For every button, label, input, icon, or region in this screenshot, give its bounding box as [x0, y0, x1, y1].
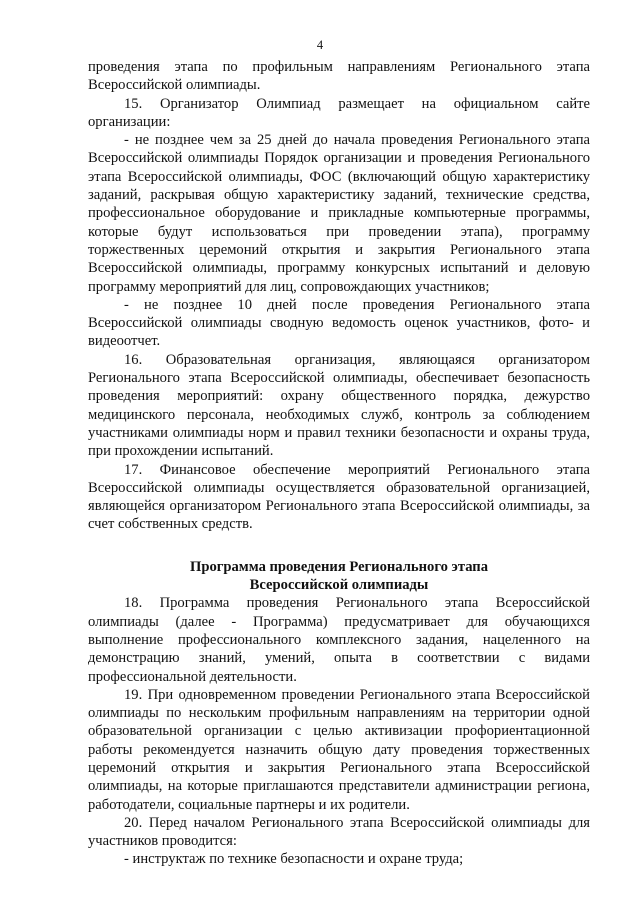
paragraph-15: 15. Организатор Олимпиад размещает на официальном сайте организации:	[88, 95, 590, 130]
section-heading-line1: Программа проведения Регионального этапа	[189, 558, 489, 575]
document-body	[88, 58, 590, 869]
paragraph-15-item-b: - не позднее 10 дней после проведения Регионального этапа Всероссийской олимпиады сводную ведомость оценок участников, фото- и видеоотчет.	[88, 296, 590, 350]
paragraph-20: 20. Перед началом Регионального этапа Всероссийской олимпиады для участников проводится:	[88, 814, 590, 850]
paragraph-15-item-a: - не позднее чем за 25 дней до начала проведения Регионального этапа Всероссийской олимпиады Порядок организации и проведения Регионального этапа Всероссийской олимпиады, ФОС (включающий общую характеристику заданий, раскрывая общую характеристику заданий, технические средства, профессиональное оборудование и прикладные компьютерные программы, которые будут использоваться при проведении этапа), программу торжественных церемоний открытия и закрытия Регионального этапа Всероссийской олимпиады, программу конкурсных испытаний и деловую программу мероприятий для лиц, сопровождающих участников;	[88, 132, 590, 295]
section-heading-line2: Всероссийской олимпиады	[249, 577, 429, 594]
page-number: 4	[316, 38, 324, 52]
paragraph-17: 17. Финансовое обеспечение мероприятий Регионального этапа Всероссийской олимпиады осуществляется образовательной организацией, являющейся организатором Регионального этапа Всероссийской олимпиады, за счет собственных средств.	[88, 461, 590, 533]
paragraph-16: 16. Образовательная организация, являющаяся организатором Регионального этапа Всероссийской олимпиады, обеспечивает безопасность проведения мероприятий: охрану общественного порядка, дежурство медицинского персонала, необходимых служб, контроль за соблюдением участниками олимпиады норм и правил техники безопасности и охраны труда, при прохождении испытаний.	[88, 351, 590, 460]
paragraph-19: 19. При одновременном проведении Регионального этапа Всероссийской олимпиады по нескольким профильным направлениям на территории одной образовательной организации с целью активизации профориентационной работы рекомендуется назначить общую дату проведения торжественных церемоний открытия и закрытия Регионального этапа Всероссийской олимпиады, на которые приглашаются представители администрации региона, работодатели, социальные партнеры и их родители.	[88, 686, 590, 813]
section-heading	[88, 558, 590, 595]
paragraph-continuation: проведения этапа по профильным направлениям Регионального этапа Всероссийской олимпиады.	[88, 59, 590, 94]
paragraph-18: 18. Программа проведения Регионального этапа Всероссийской олимпиады (далее - Программа) предусматривает для обучающихся выполнение профессионального комплексного задания, нацеленного на демонстрацию знаний, умений, опыта в соответствии с видами профессиональной деятельности.	[88, 595, 590, 685]
paragraph-20-item-a: - инструктаж по технике безопасности и охране труда;	[124, 851, 464, 868]
